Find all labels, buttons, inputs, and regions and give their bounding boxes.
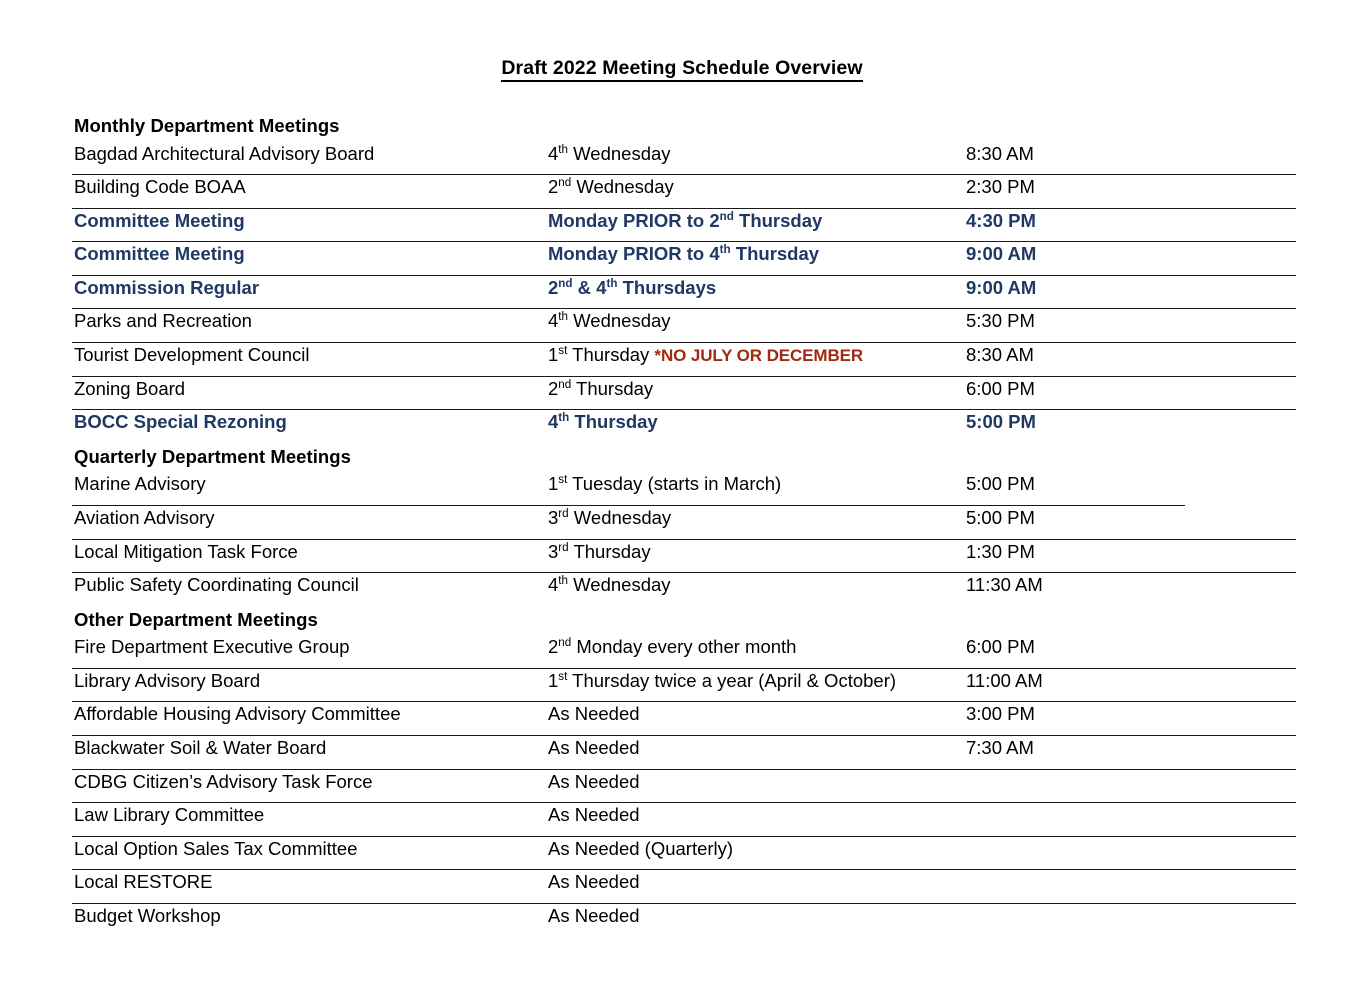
meeting-time: 8:30 AM <box>966 142 1034 164</box>
meeting-schedule: 2nd Wednesday <box>548 175 674 198</box>
meeting-name: Parks and Recreation <box>74 310 252 332</box>
meeting-time <box>956 904 1296 906</box>
meeting-time: 8:30 AM <box>966 344 1034 366</box>
meeting-name: Building Code BOAA <box>74 176 246 198</box>
meeting-name: Budget Workshop <box>74 904 221 926</box>
ordinal-suffix: nd <box>558 636 572 650</box>
meeting-time: 9:00 AM <box>966 276 1037 298</box>
table-row <box>72 276 1296 309</box>
meeting-name: Committee Meeting <box>74 243 245 265</box>
meeting-time: 9:00 AM <box>966 243 1037 265</box>
table-row <box>72 242 1296 275</box>
meeting-name: Library Advisory Board <box>74 669 261 691</box>
table-row <box>72 209 1296 242</box>
meeting-schedule: 2nd Monday every other month <box>548 636 797 658</box>
ordinal-suffix: rd <box>558 506 569 520</box>
meeting-schedule: 4th Wednesday <box>548 310 671 332</box>
meeting-name: Marine Advisory <box>74 473 206 495</box>
meeting-schedule: As Needed <box>548 871 640 893</box>
table-row <box>72 142 1296 175</box>
meeting-name: Tourist Development Council <box>74 344 310 366</box>
table-row <box>72 573 1296 606</box>
meeting-schedule: 3rd Wednesday <box>548 506 672 528</box>
meeting-schedule: Monday PRIOR to 2nd Thursday <box>548 209 823 231</box>
ordinal-suffix: st <box>558 473 568 487</box>
meeting-time: 3:00 PM <box>966 703 1035 725</box>
ordinal-suffix: rd <box>558 540 569 554</box>
page-title-text: Draft 2022 Meeting Schedule Overview <box>501 57 862 82</box>
meeting-schedule: As Needed <box>548 804 640 826</box>
ordinal-suffix: st <box>558 669 568 683</box>
table-row <box>72 669 1296 702</box>
table-row <box>72 635 1296 668</box>
meeting-time: 4:30 PM <box>966 209 1036 231</box>
section-heading: Quarterly Department Meetings <box>74 445 351 467</box>
meeting-name: Zoning Board <box>74 377 186 399</box>
ordinal-suffix: th <box>606 276 618 290</box>
meeting-time: 5:00 PM <box>966 506 1035 528</box>
meeting-name: Local Option Sales Tax Committee <box>74 837 358 859</box>
meeting-time: 11:00 AM <box>966 669 1043 691</box>
table-row <box>72 175 1296 208</box>
meeting-schedule: 2nd Thursday <box>548 377 654 399</box>
table-row <box>72 736 1296 769</box>
meeting-schedule: As Needed <box>548 904 640 926</box>
meeting-schedule: As Needed <box>548 770 640 792</box>
meeting-name: CDBG Citizen’s Advisory Task Force <box>74 770 373 792</box>
ordinal-suffix: th <box>558 310 569 324</box>
meeting-name: Bagdad Architectural Advisory Board <box>74 142 375 164</box>
table-row <box>72 472 1296 505</box>
table-row <box>72 343 1296 376</box>
table-row <box>72 870 1296 903</box>
meeting-schedule: 1st Tuesday (starts in March) <box>548 473 782 495</box>
meeting-schedule: As Needed (Quarterly) <box>548 837 734 859</box>
ordinal-suffix: st <box>558 343 568 357</box>
meeting-schedule: As Needed <box>548 737 640 758</box>
meeting-time: 1:30 PM <box>966 540 1035 562</box>
meeting-name: BOCC Special Rezoning <box>74 411 287 433</box>
meeting-time <box>956 870 1296 872</box>
meeting-time: 5:30 PM <box>966 310 1035 332</box>
meeting-schedule: 4th Thursday <box>548 411 658 433</box>
section-heading: Monthly Department Meetings <box>74 115 340 136</box>
table-row <box>72 377 1296 410</box>
ordinal-suffix: th <box>558 573 569 587</box>
ordinal-suffix: nd <box>558 276 573 290</box>
table-row <box>72 309 1296 342</box>
ordinal-suffix: th <box>558 142 569 156</box>
table-row <box>72 702 1296 735</box>
meeting-time: 11:30 AM <box>966 574 1043 596</box>
meeting-time: 5:00 PM <box>966 411 1036 433</box>
meeting-schedule: 1st Thursday *NO JULY OR DECEMBER <box>548 343 864 366</box>
meeting-time: 5:00 PM <box>966 473 1035 495</box>
table-row <box>72 410 1296 443</box>
meeting-schedule: 3rd Thursday <box>548 540 651 562</box>
meeting-time: 7:30 AM <box>966 737 1034 758</box>
meeting-schedule: 4th Wednesday <box>548 142 671 164</box>
table-row <box>72 904 1296 937</box>
ordinal-suffix: nd <box>558 175 572 189</box>
table-row <box>72 803 1296 836</box>
meeting-name: Blackwater Soil & Water Board <box>74 737 327 758</box>
ordinal-suffix: th <box>558 411 570 425</box>
meeting-time: 6:00 PM <box>966 377 1035 399</box>
meeting-schedule: 1st Thursday twice a year (April & October) <box>548 669 897 691</box>
table-row <box>72 506 1296 539</box>
table-row <box>72 837 1296 870</box>
meeting-name: Local RESTORE <box>74 871 213 893</box>
meeting-time <box>956 837 1296 839</box>
meeting-name: Committee Meeting <box>74 209 245 231</box>
meeting-time: 6:00 PM <box>966 636 1035 658</box>
meeting-schedule: Monday PRIOR to 4th Thursday <box>548 243 820 265</box>
meeting-name: Public Safety Coordinating Council <box>74 574 359 596</box>
meeting-name: Aviation Advisory <box>74 506 215 528</box>
meeting-schedule: As Needed <box>548 703 640 725</box>
ordinal-suffix: nd <box>719 209 734 223</box>
table-row <box>72 540 1296 573</box>
meeting-name: Fire Department Executive Group <box>74 636 350 658</box>
meeting-time <box>956 770 1296 772</box>
section-heading: Other Department Meetings <box>74 608 318 630</box>
ordinal-suffix: nd <box>558 377 572 391</box>
meeting-name: Commission Regular <box>74 276 260 298</box>
schedule-table <box>72 112 1296 937</box>
meeting-schedule: 2nd & 4th Thursdays <box>548 276 717 298</box>
meeting-name: Affordable Housing Advisory Committee <box>74 703 401 725</box>
meeting-name: Law Library Committee <box>74 804 265 826</box>
meeting-time: 2:30 PM <box>966 176 1035 198</box>
meeting-schedule: 4th Wednesday <box>548 573 671 596</box>
table-row <box>72 770 1296 803</box>
schedule-note: *NO JULY OR DECEMBER <box>654 346 864 366</box>
meeting-name: Local Mitigation Task Force <box>74 540 298 562</box>
page-title <box>0 57 1364 80</box>
ordinal-suffix: th <box>719 243 731 257</box>
meeting-time <box>956 803 1296 805</box>
